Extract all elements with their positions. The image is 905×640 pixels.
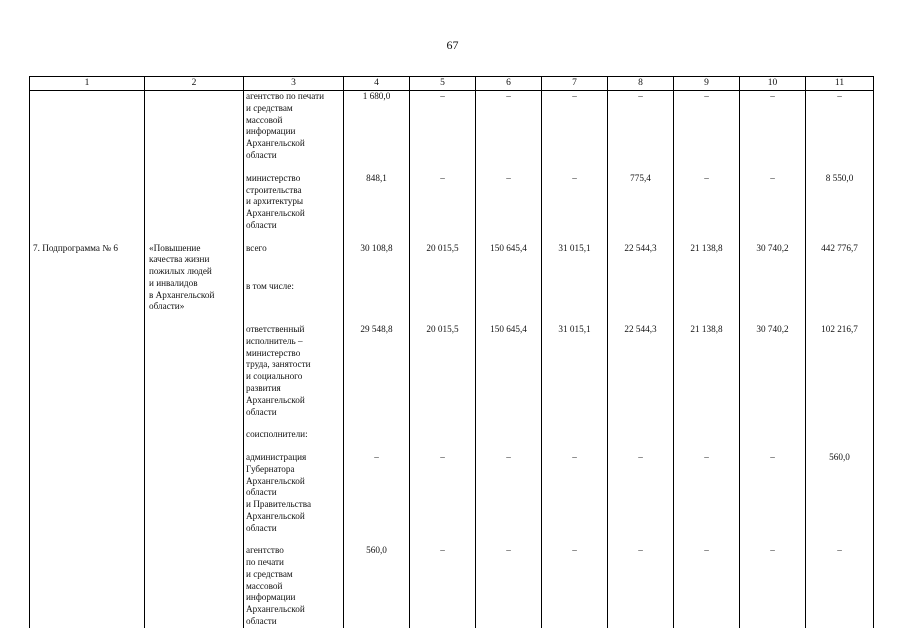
value-cell: 20 015,5	[410, 324, 476, 418]
value-cell: –	[476, 545, 542, 627]
value-cell: 22 544,3	[608, 324, 674, 418]
value-cell: –	[740, 452, 806, 534]
value-cell	[608, 429, 674, 441]
table-row	[30, 429, 874, 441]
value-cell: –	[608, 452, 674, 534]
subprogram-title-cell	[145, 173, 244, 232]
value-cell: 21 138,8	[674, 324, 740, 418]
value-cell	[806, 281, 874, 313]
value-cell: –	[608, 91, 674, 162]
page-number: 67	[446, 38, 459, 52]
value-cell: 560,0	[806, 452, 874, 534]
value-cell: –	[740, 173, 806, 232]
value-cell: 848,1	[344, 173, 410, 232]
value-cell: 31 015,1	[542, 324, 608, 418]
value-cell: 22 544,3	[608, 243, 674, 275]
value-cell: –	[476, 91, 542, 162]
value-cell: –	[476, 173, 542, 232]
value-cell: 102 216,7	[806, 324, 874, 418]
subprogram-title-cell	[145, 91, 244, 162]
subprogram-title-cell	[145, 429, 244, 441]
row-spacer	[30, 441, 874, 452]
value-cell	[410, 429, 476, 441]
table-row	[30, 243, 874, 275]
subprogram-title-cell: «Повышение качества жизни пожилых людей и инвалидов в Архангельской области»	[145, 243, 244, 314]
row-spacer	[30, 313, 874, 324]
value-cell: 775,4	[608, 173, 674, 232]
program-cell	[30, 324, 145, 418]
value-cell: 29 548,8	[344, 324, 410, 418]
value-cell	[806, 429, 874, 441]
value-cell: 30 740,2	[740, 243, 806, 275]
column-header-1: 1	[30, 77, 145, 91]
value-cell: 8 550,0	[806, 173, 874, 232]
program-cell: 7. Подпрограмма № 6	[30, 243, 145, 314]
value-cell: –	[674, 452, 740, 534]
value-cell	[608, 281, 674, 313]
subprogram-title-cell	[145, 324, 244, 418]
row-spacer	[30, 418, 874, 429]
column-header-9: 9	[674, 77, 740, 91]
executor-cell: агентство по печати и средствам массовой информации Архангельской области	[244, 545, 344, 627]
value-cell: –	[740, 545, 806, 627]
value-cell: 30 740,2	[740, 324, 806, 418]
value-cell: –	[476, 452, 542, 534]
value-cell: 150 645,4	[476, 324, 542, 418]
value-cell: –	[608, 545, 674, 627]
value-cell	[674, 429, 740, 441]
value-cell: –	[674, 91, 740, 162]
value-cell	[344, 429, 410, 441]
executor-cell: агентство по печати и средствам массовой информации Архангельской области	[244, 91, 344, 162]
table-row	[30, 91, 874, 162]
program-cell	[30, 173, 145, 232]
value-cell	[410, 281, 476, 313]
value-cell: –	[740, 91, 806, 162]
value-cell: –	[410, 545, 476, 627]
value-cell: –	[806, 545, 874, 627]
column-header-10: 10	[740, 77, 806, 91]
value-cell: –	[542, 452, 608, 534]
executor-cell: в том числе:	[244, 281, 344, 313]
column-header-5: 5	[410, 77, 476, 91]
value-cell	[344, 281, 410, 313]
value-cell: –	[674, 173, 740, 232]
value-cell	[674, 281, 740, 313]
table-row	[30, 452, 874, 534]
value-cell	[476, 429, 542, 441]
column-header-8: 8	[608, 77, 674, 91]
value-cell	[542, 281, 608, 313]
table-row	[30, 324, 874, 418]
value-cell: 30 108,8	[344, 243, 410, 275]
value-cell: –	[674, 545, 740, 627]
value-cell	[740, 281, 806, 313]
value-cell: 1 680,0	[344, 91, 410, 162]
table-row	[30, 173, 874, 232]
program-cell	[30, 91, 145, 162]
table-row	[30, 545, 874, 627]
budget-table	[29, 76, 874, 628]
value-cell: –	[410, 91, 476, 162]
program-cell	[30, 452, 145, 534]
value-cell	[542, 429, 608, 441]
value-cell: –	[410, 452, 476, 534]
value-cell: 20 015,5	[410, 243, 476, 275]
column-header-2: 2	[145, 77, 244, 91]
value-cell: –	[344, 452, 410, 534]
column-header-4: 4	[344, 77, 410, 91]
program-cell	[30, 545, 145, 627]
value-cell: –	[542, 545, 608, 627]
row-spacer	[30, 162, 874, 173]
value-cell: –	[542, 173, 608, 232]
executor-cell: министерство строительства и архитектуры Архангельской области	[244, 173, 344, 232]
subprogram-title-cell	[145, 452, 244, 534]
executor-cell: ответственный исполнитель – министерство труда, занятости и социального развития Архангельской области	[244, 324, 344, 418]
value-cell: 21 138,8	[674, 243, 740, 275]
column-header-3: 3	[244, 77, 344, 91]
value-cell: –	[542, 91, 608, 162]
value-cell: 150 645,4	[476, 243, 542, 275]
value-cell: 31 015,1	[542, 243, 608, 275]
executor-cell: всего	[244, 243, 344, 275]
value-cell: 560,0	[344, 545, 410, 627]
value-cell: 442 776,7	[806, 243, 874, 275]
column-number-header-row	[30, 77, 874, 91]
subprogram-title-cell	[145, 545, 244, 627]
value-cell	[740, 429, 806, 441]
executor-cell: администрация Губернатора Архангельской области и Правительства Архангельской области	[244, 452, 344, 534]
program-cell	[30, 429, 145, 441]
row-spacer	[30, 232, 874, 243]
column-header-7: 7	[542, 77, 608, 91]
executor-cell: соисполнители:	[244, 429, 344, 441]
column-header-6: 6	[476, 77, 542, 91]
value-cell	[476, 281, 542, 313]
column-header-11: 11	[806, 77, 874, 91]
value-cell: –	[410, 173, 476, 232]
value-cell: –	[806, 91, 874, 162]
row-spacer	[30, 534, 874, 545]
